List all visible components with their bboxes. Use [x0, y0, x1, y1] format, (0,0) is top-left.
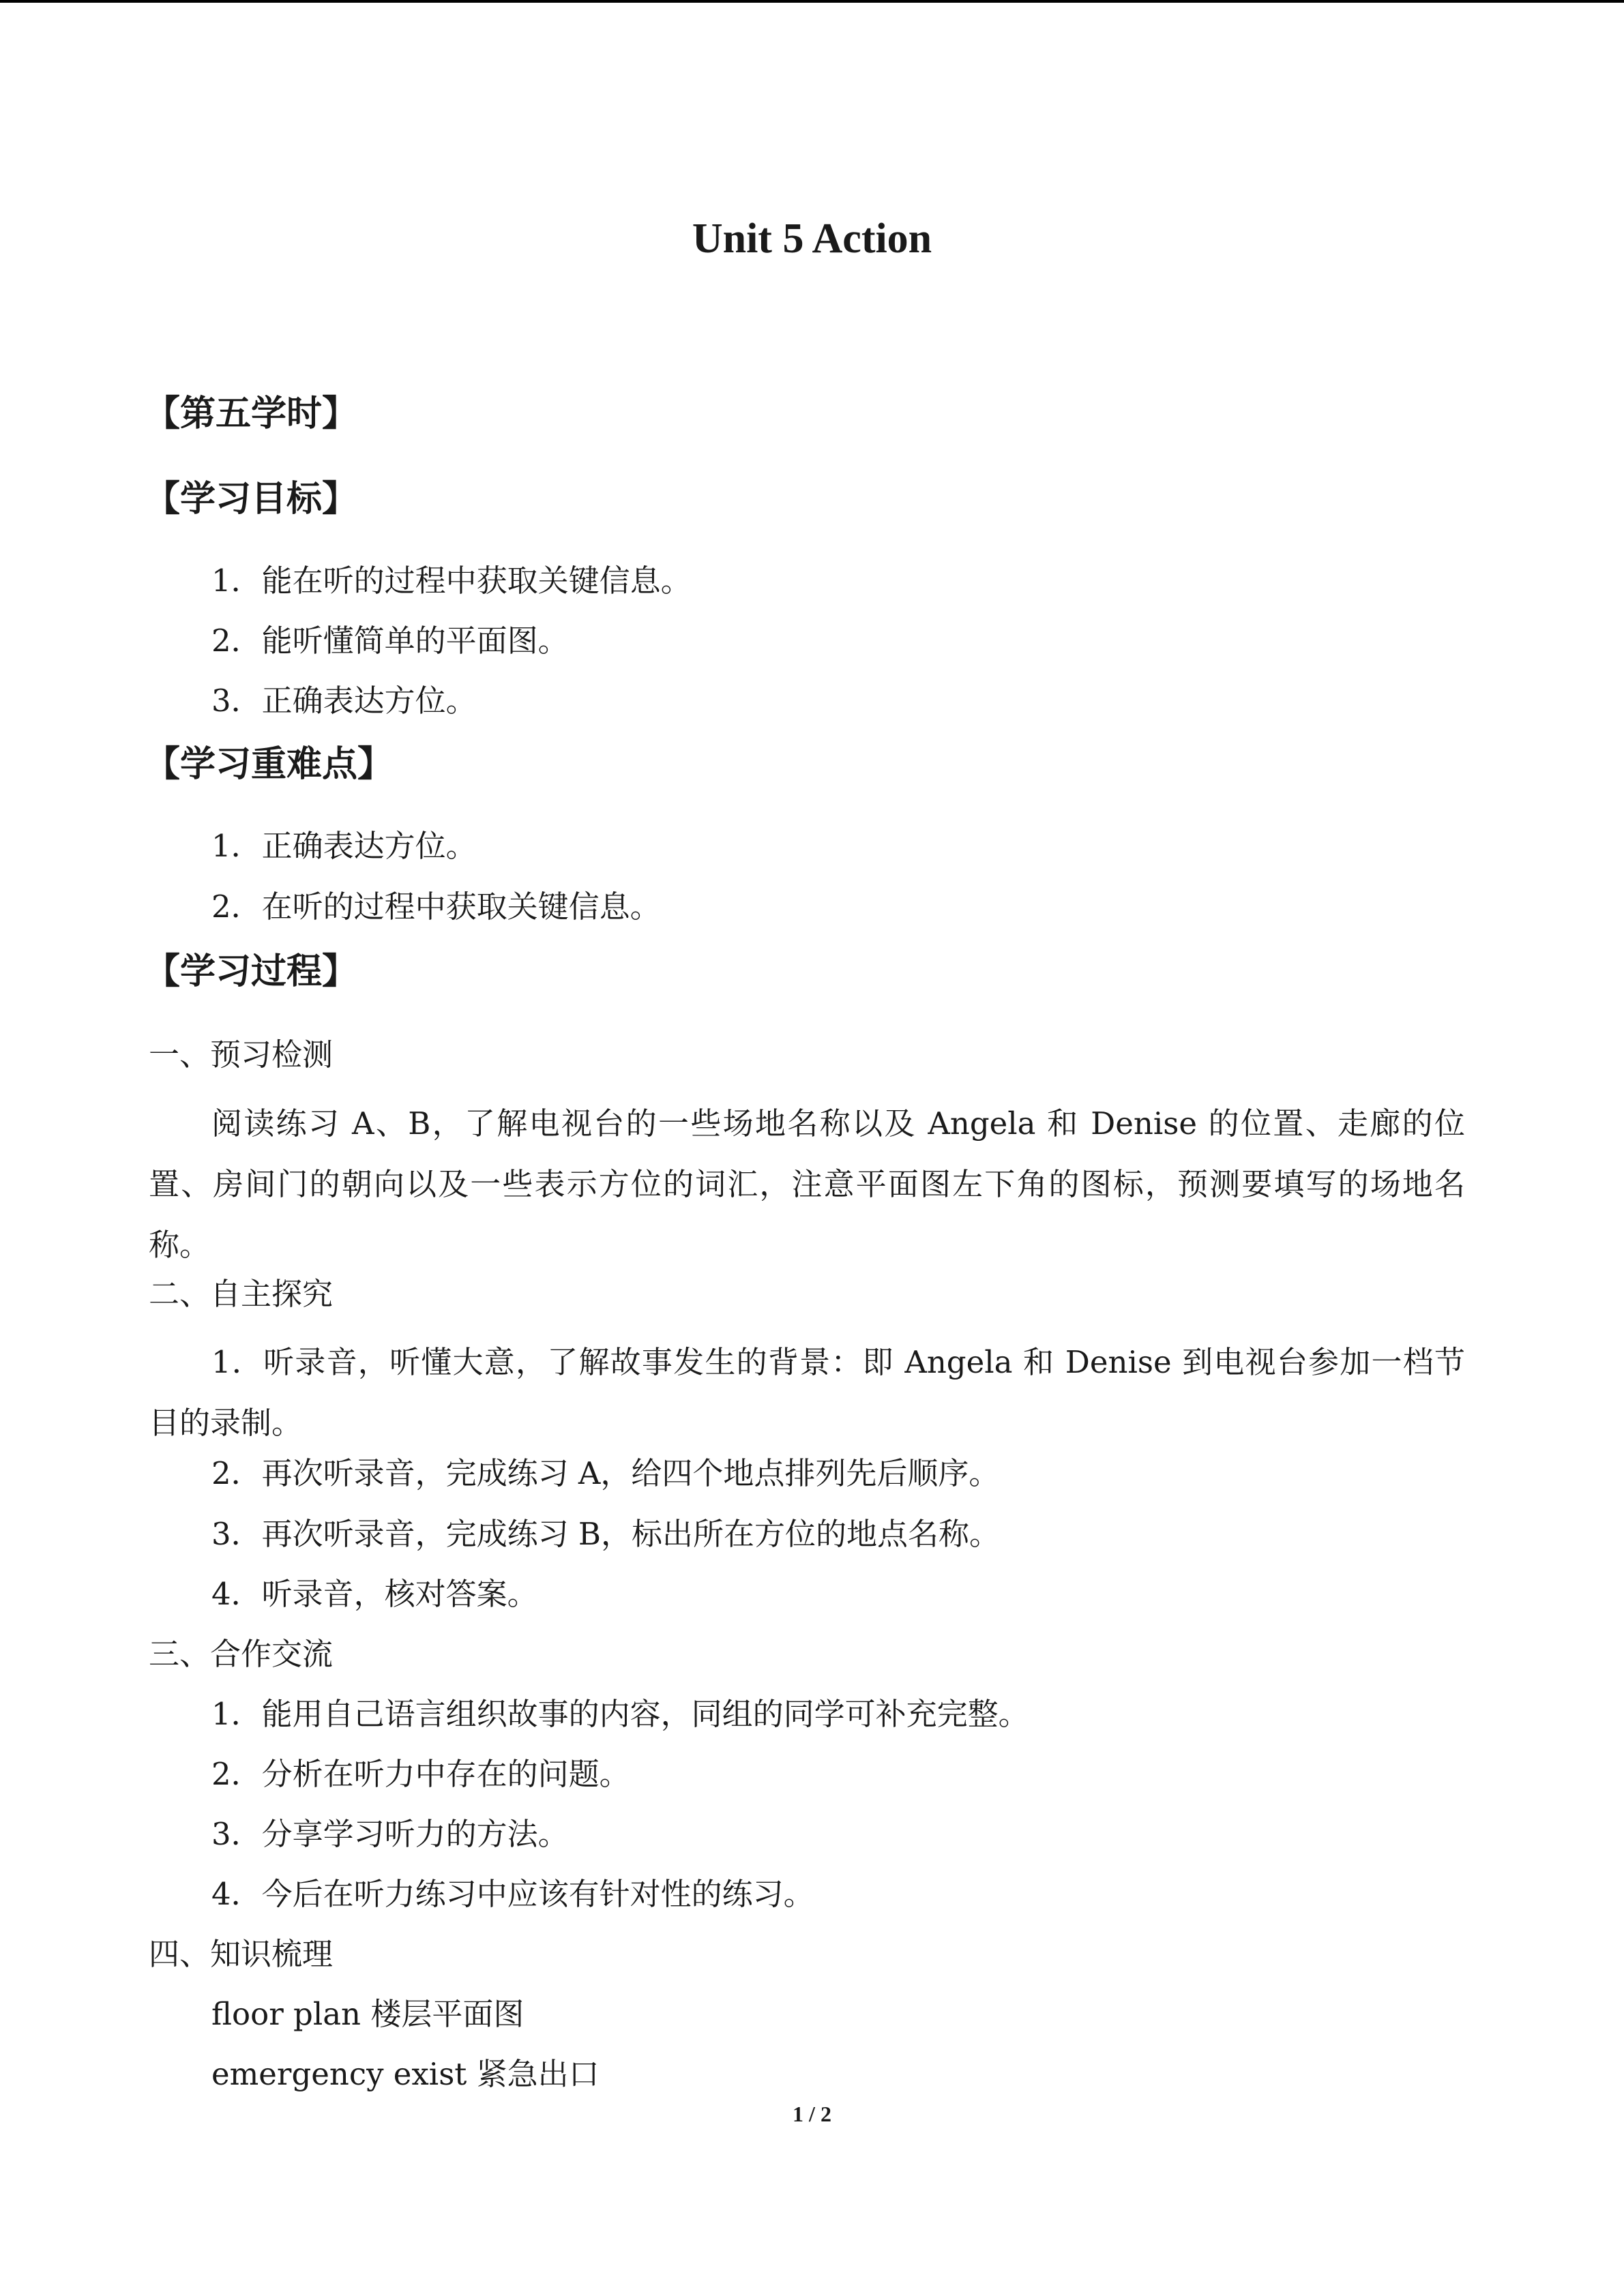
top-border-line — [0, 0, 1624, 3]
document-title: Unit 5 Action — [692, 215, 932, 262]
knowledge-item: emergency exist 紧急出口 — [211, 2056, 600, 2092]
key-point-item: 1．正确表达方位。 — [211, 828, 477, 864]
section-title-preview: 一、预习检测 — [149, 1037, 334, 1073]
key-point-item: 2．在听的过程中获取关键信息。 — [211, 889, 661, 925]
cooperation-item: 1．能用自己语言组织故事的内容，同组的同学可补充完整。 — [211, 1696, 1029, 1732]
self-study-item: 1．听录音，听懂大意，了解故事发生的背景：即 Angela 和 Denise 到电视台参加一档节目的录制。 — [149, 1344, 1465, 1441]
section-title-self-study: 二、自主探究 — [149, 1276, 334, 1312]
goal-item: 2．能听懂简单的平面图。 — [211, 623, 569, 659]
goals-heading: 【学习目标】 — [145, 479, 358, 520]
knowledge-item: floor plan 楼层平面图 — [211, 1996, 525, 2032]
lesson-label: 【第五学时】 — [145, 393, 358, 434]
process-heading: 【学习过程】 — [145, 951, 358, 992]
section-title-cooperation: 三、合作交流 — [149, 1636, 334, 1672]
preview-paragraph: 阅读练习 A、B，了解电视台的一些场地名称以及 Angela 和 Denise 的位置、走廊的位置、房间门的朝向以及一些表示方位的词汇，注意平面图左下角的图标，预测要填写的场地名称。 — [149, 1105, 1465, 1263]
self-study-item: 2．再次听录音，完成练习 A，给四个地点排列先后顺序。 — [211, 1455, 1000, 1491]
cooperation-item: 2．分析在听力中存在的问题。 — [211, 1756, 630, 1792]
key-points-heading: 【学习重难点】 — [145, 744, 394, 785]
cooperation-item: 3．分享学习听力的方法。 — [211, 1816, 569, 1852]
section-title-knowledge: 四、知识梳理 — [149, 1936, 334, 1972]
goal-item: 3．正确表达方位。 — [211, 683, 477, 719]
page-number: 1 / 2 — [793, 2102, 831, 2126]
self-study-item: 4．听录音，核对答案。 — [211, 1576, 538, 1612]
self-study-item: 3．再次听录音，完成练习 B，标出所在方位的地点名称。 — [211, 1516, 1001, 1552]
cooperation-item: 4．今后在听力练习中应该有针对性的练习。 — [211, 1876, 814, 1912]
goal-item: 1．能在听的过程中获取关键信息。 — [211, 563, 692, 599]
